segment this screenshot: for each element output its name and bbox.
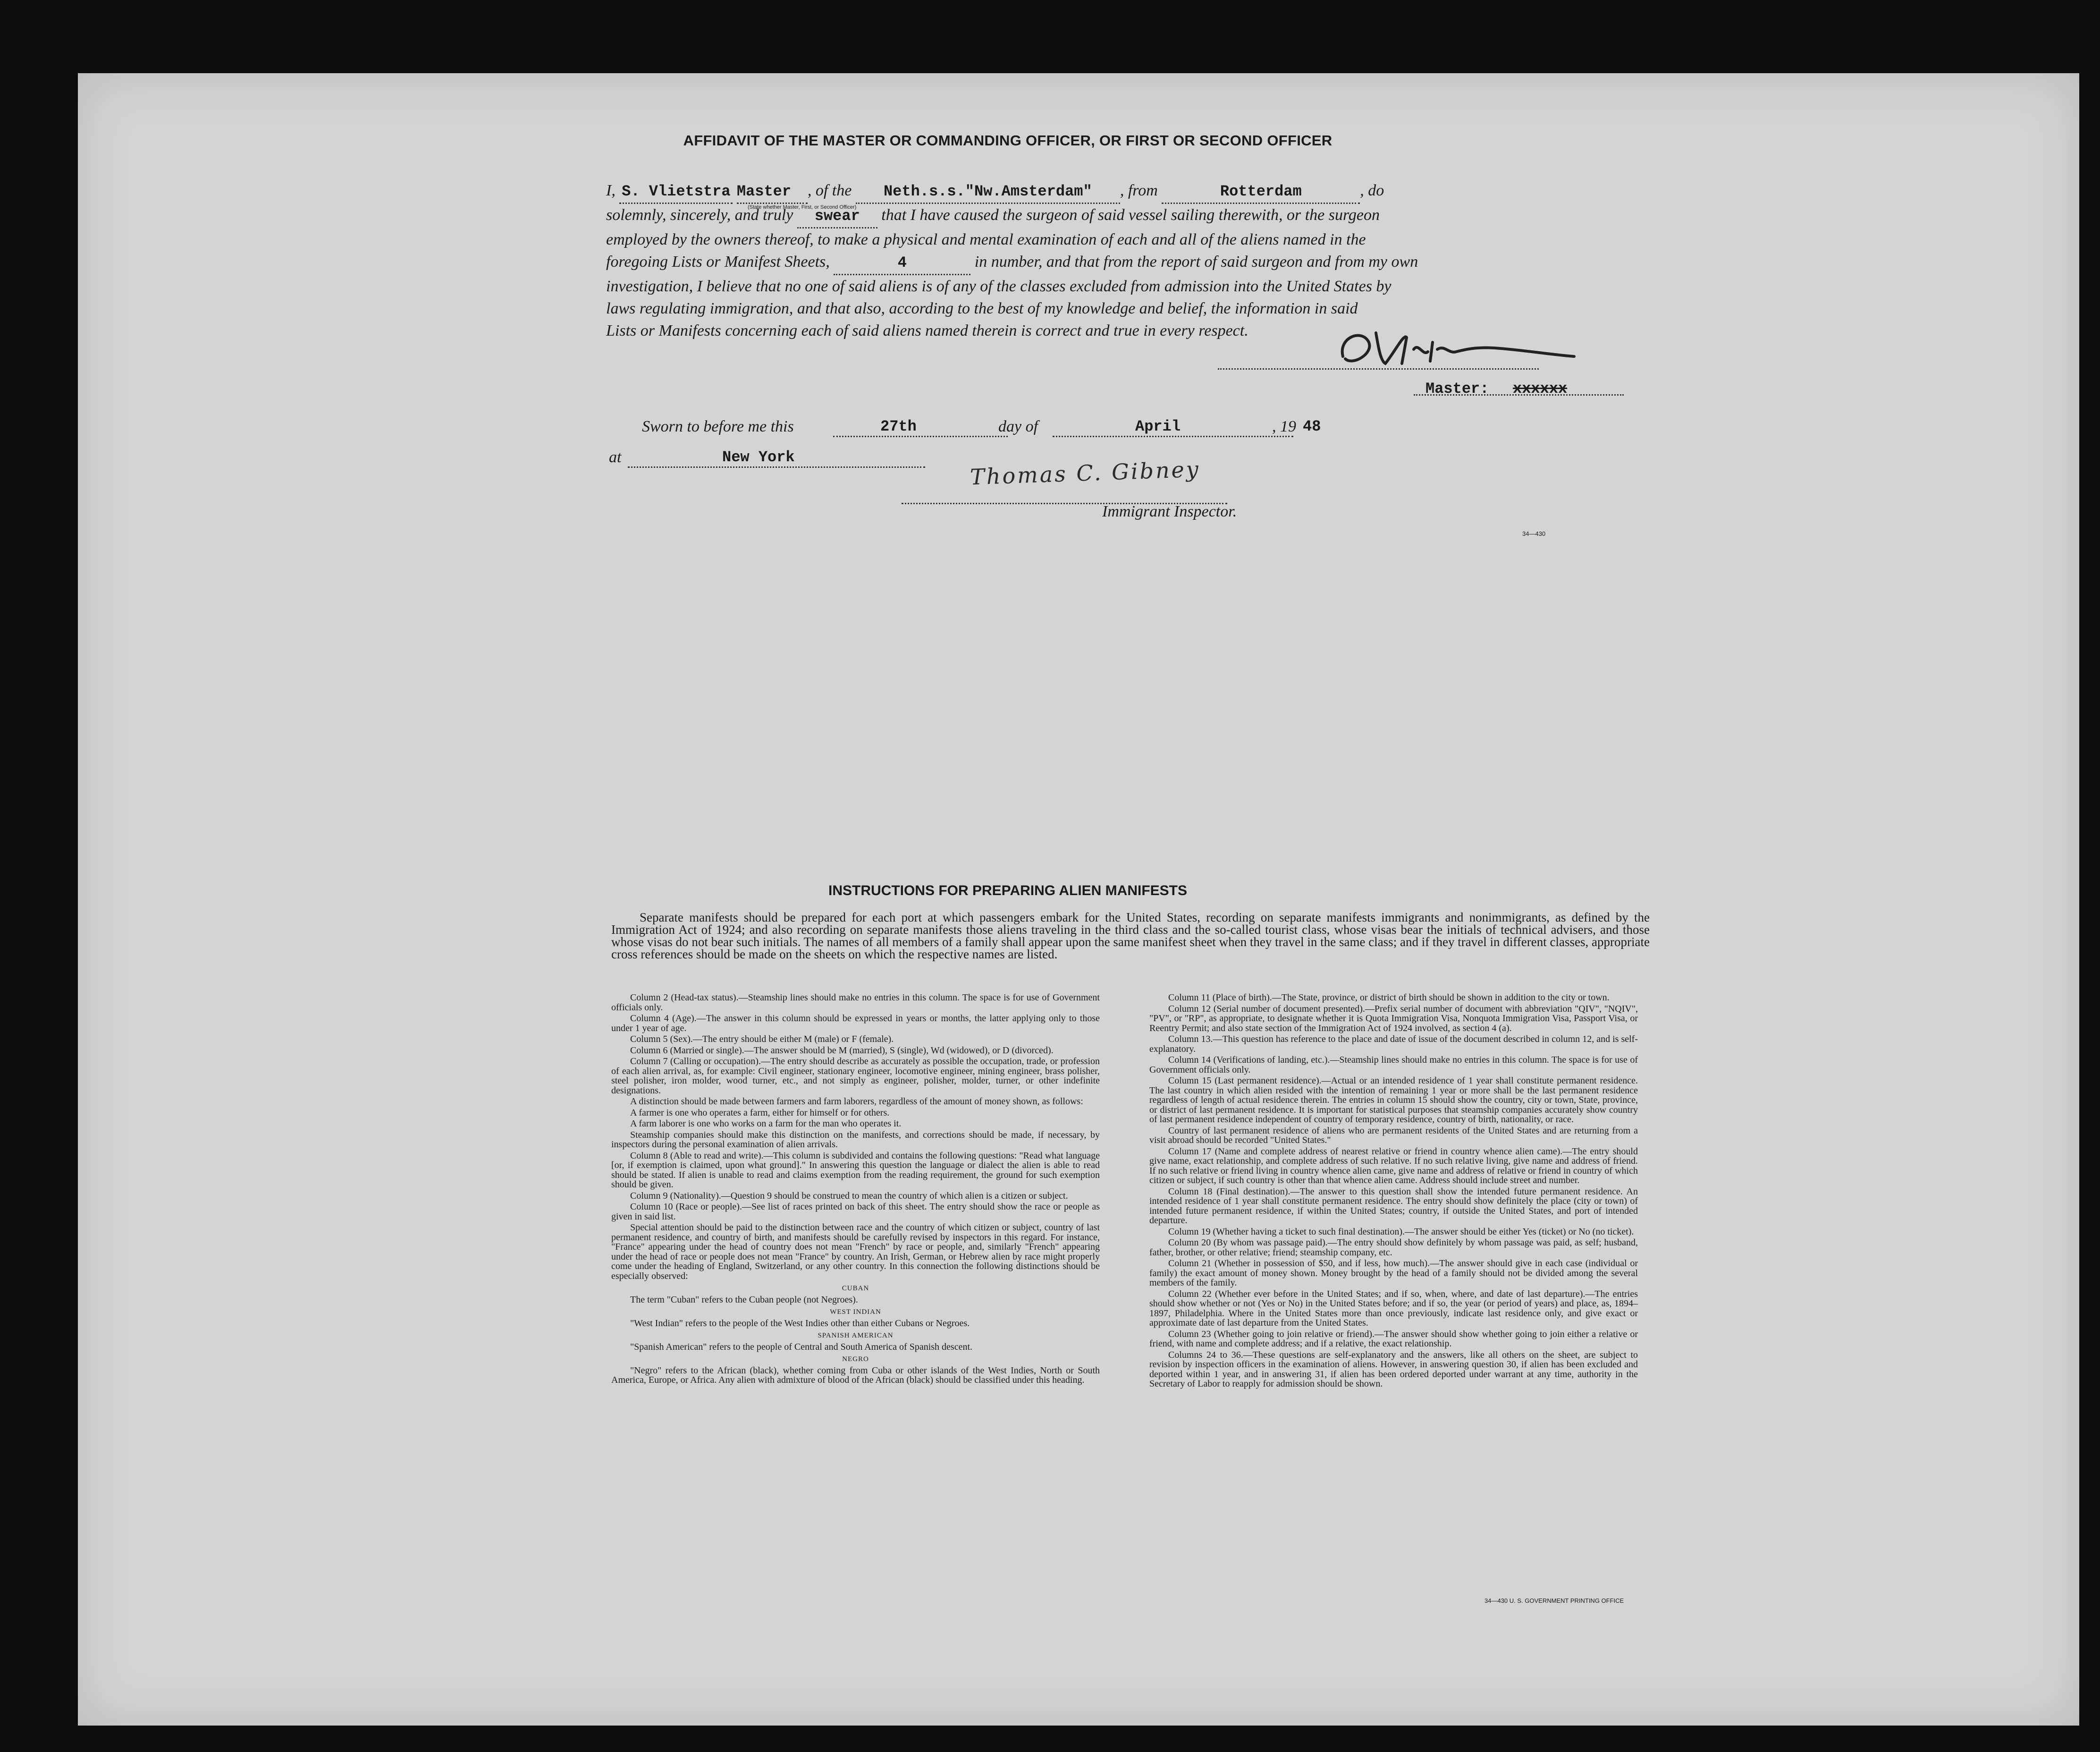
sworn-year: 48: [1303, 418, 1321, 435]
affidavit-line-5: investigation, I believe that no one of said aliens is of any of the classes excluded from admission into the United States by: [606, 278, 1392, 295]
instruction-paragraph: Column 19 (Whether having a ticket to such final destination).—The answer should be either Yes (ticket) or No (no ticket).: [1168, 1226, 1634, 1237]
master-title-label: Master:: [1425, 380, 1489, 398]
spanish-american-heading: SPANISH AMERICAN: [818, 1332, 894, 1339]
instruction-paragraph: Column 20 (By whom was passage paid).—The entry should show definitely by whom passage was paid, as self; husband, father, brother, or other relative; friend; steamship company, etc.: [1149, 1237, 1638, 1258]
place-line: [628, 466, 925, 468]
spanish-american-definition: "Spanish American" refers to the people of Central and South America of Spanish descent.: [630, 1341, 973, 1352]
instruction-paragraph: A farm laborer is one who works on a farm for the man who operates it.: [630, 1118, 902, 1129]
officer-name: S. Vlietstra: [619, 180, 733, 204]
day-line: [833, 436, 1008, 437]
instruction-paragraph: Column 13.—This question has reference to the place and date of issue of the document described in column 12, and is self-explanatory.: [1149, 1034, 1638, 1054]
instruction-paragraph: Steamship companies should make this distinction on the manifests, and corrections should be made, if necessary, by inspectors during the personal examination of alien arrivals.: [611, 1129, 1100, 1150]
cuban-definition: The term "Cuban" refers to the Cuban people (not Negroes).: [630, 1294, 858, 1305]
affidavit-body: [606, 179, 1654, 342]
instruction-paragraph: Column 14 (Verifications of landing, etc.).—Steamship lines should make no entries in this column. The space is for use of Government officials only.: [1149, 1055, 1638, 1075]
instruction-paragraph: Column 15 (Last permanent residence).—Actual or an intended residence of 1 year shall constitute permanent residence. The last country in which alien resided with the intention of remaining 1 year or more shall be the last permanent residence regardless of length of actual residence therein. The entries in column 15 should show the country, city or town, State, province, or district of last permanent residence. It is important for statistical purposes that steamship companies accurately show country of last permanent residence independent of country of temporary residence, country of birth, nationality, or race.: [1149, 1075, 1638, 1125]
instructions-title: INSTRUCTIONS FOR PREPARING ALIEN MANIFESTS: [828, 883, 1188, 898]
oath-word: swear: [797, 205, 877, 229]
sworn-label: Sworn to before me this: [642, 418, 794, 435]
instruction-paragraph: Column 21 (Whether in possession of $50, and if less, how much).—The answer should give in each case (individual or family) the exact amount of money shown. Money brought by the head of a family should not be divided among the several members of the family.: [1149, 1258, 1638, 1288]
affidavit-line-1: I, S. Vlietstra Master , of the Neth.s.s."Nw.Amsterdam" , from Rotterdam , do (State whether Master, First, or Second Officer): [606, 179, 1654, 204]
instruction-paragraph: Columns 24 to 36.—These questions are self-explanatory and the answers, like all others on the sheet, are subject to revision by inspection officers in the examination of aliens. However, in answering question 30, if alien has been excluded and deported within 1 year, and in answering 31, if alien has been ordered deported under warrant at any time, authority in the Secretary of Labor to reapply for admission should be shown.: [1149, 1349, 1638, 1389]
officer-rank: Master: [737, 180, 808, 204]
affidavit-line-2: solemnly, sincerely, and truly swear that I have caused the surgeon of said vessel sailing therewith, or the surgeon: [606, 204, 1654, 229]
month-line: [1053, 436, 1293, 437]
instruction-paragraph: Column 17 (Name and complete address of nearest relative or friend in country whence alien came).—The entry should give name, exact relationship, and complete address of such relative. If no such relative living, give name and address of friend. If no such relative or friend living in country whence alien came, give name and address of relative or friend in country of which citizen or subject, if such country is other than that whence alien came. Address should include street and number.: [1149, 1146, 1638, 1185]
sworn-month: April: [1135, 418, 1181, 435]
instruction-paragraph: A farmer is one who operates a farm, either for himself or for others.: [630, 1107, 890, 1118]
affidavit-line-4: foregoing Lists or Manifest Sheets, 4 in number, and that from the report of said surgeon and from my own: [606, 251, 1654, 275]
affidavit-line-3: employed by the owners thereof, to make a physical and mental examination of each and all of the aliens named in the: [606, 231, 1366, 248]
struck-title: xxxxxx: [1513, 380, 1568, 398]
inspector-title: Immigrant Inspector.: [1102, 503, 1237, 520]
instruction-paragraph: Column 5 (Sex).—The entry should be either M (male) or F (female).: [630, 1034, 894, 1044]
form-number: 34—430: [1522, 530, 1546, 537]
day-of-label: day of: [998, 418, 1038, 435]
sheet-count: 4: [834, 252, 970, 275]
instruction-paragraph: Country of last permanent residence of aliens who are permanent residents of the United States and are returning from a visit abroad should be recorded "United States.": [1149, 1125, 1638, 1145]
instructions-intro: Separate manifests should be prepared for each port at which passengers embark for the United States, recording on separate manifests immigrants and nonimmigrants, as defined by the Immigration Act of 1924; and also recording on separate manifests those aliens traveling in the third class and the so-called tourist class, whose visas bear the initials of technical advisers, and those whose visas do not bear such initials. The names of all members of a family shall appear upon the same manifest sheet when they travel in the same class; and if they travel in different classes, appropriate cross references should be made on the sheets on which the respective names are listed.: [611, 910, 1650, 961]
instruction-paragraph: Column 6 (Married or single).—The answer should be M (married), S (single), Wd (widowed), or D (divorced).: [630, 1045, 1054, 1056]
instruction-paragraph: Column 2 (Head-tax status).—Steamship lines should make no entries in this column. The space is for use of Government officials only.: [611, 992, 1100, 1013]
sworn-day: 27th: [880, 418, 917, 435]
instruction-paragraph: Column 4 (Age).—The answer in this column should be expressed in years or months, the latter applying only to those under 1 year of age.: [611, 1013, 1100, 1033]
instruction-paragraph: Column 9 (Nationality).—Question 9 should be construed to mean the country of which alien is a citizen or subject.: [630, 1190, 1068, 1201]
instruction-paragraph: Column 12 (Serial number of document presented).—Prefix serial number of document with abbreviation "QIV", "NQIV", "PV", or "RP", as appropriate, to designate whether it is Quota Immigration Visa, Nonquota Immigration Visa, Passport Visa, or Reentry Permit; and also state section of the Immigration Act of 1924 involved, as section 4 (a).: [1149, 1003, 1638, 1033]
manifest-sheet: [78, 73, 2079, 1726]
instruction-paragraph: A distinction should be made between farmers and farm laborers, regardless of the amount of money shown, as follows:: [630, 1096, 1083, 1107]
west-indian-heading: WEST INDIAN: [830, 1308, 881, 1316]
instruction-paragraph: Column 10 (Race or people).—See list of races printed on back of this sheet. The entry should show the race or people as given in said list.: [611, 1202, 1100, 1222]
affidavit-title: AFFIDAVIT OF THE MASTER OR COMMANDING OFFICER, OR FIRST OR SECOND OFFICER: [683, 132, 1333, 149]
master-signature-line: [1218, 368, 1539, 370]
master-signature: [1324, 323, 1588, 375]
cuban-heading: CUBAN: [842, 1285, 869, 1292]
at-label: at: [609, 449, 622, 466]
instruction-paragraph: Column 7 (Calling or occupation).—The entry should describe as accurately as possible the occupation, trade, or profession of each alien arrival, as, for example: Civil engineer, stationary engineer, locomotive engineer, mining engineer, brass polisher, steel polisher, iron molder, wood turner, etc., and not simply as engineer, polisher, molder, turner, or other indefinite designations.: [611, 1056, 1100, 1096]
affidavit-line-7: Lists or Manifests concerning each of said aliens named therein is correct and true in every respect.: [606, 322, 1248, 339]
sworn-place: New York: [722, 449, 795, 466]
inspector-signature: Thomas C. Gibney: [970, 456, 1201, 490]
instruction-paragraph: Column 11 (Place of birth).—The State, province, or district of birth should be shown in addition to the city or town.: [1168, 992, 1610, 1003]
negro-definition: "Negro" refers to the African (black), whether coming from Cuba or other islands of the West Indies, North or South America, Europe, or Africa. Any alien with admixture of blood of the African (black) should be classified under this heading.: [611, 1365, 1100, 1385]
instruction-paragraph: Column 22 (Whether ever before in the United States; and if so, when, where, and date of last departure).—The entries should show whether or not (Yes or No) in the United States before; and if so, the year (or period of years) and place, as, 1894–1897, Philadelphia. Where in the United States more than once previously, indicate last residence only, and give exact or approximate date of last departure from the United States.: [1149, 1288, 1638, 1328]
instructions-left-column: [611, 993, 1100, 1387]
affidavit-line-6: laws regulating immigration, and that also, according to the best of my knowledge and belief, the information in said: [606, 300, 1358, 317]
instruction-paragraph: Column 23 (Whether going to join relative or friend).—The answer should show whether going to join either a relative or friend, with name and complete address; and if a relative, the exact relationship.: [1149, 1329, 1638, 1349]
instruction-paragraph: Column 8 (Able to read and write).—This column is subdivided and contains the following questions: "Read what language [or, if exemption is claimed, upon what ground]." In answering this question the language or dialect the alien is able to read should be stated. If alien is unable to read and claims exemption from the reading requirement, the ground for such exemption should be given.: [611, 1150, 1100, 1190]
instruction-paragraph: Special attention should be paid to the distinction between race and the country of which citizen or subject, country of last permanent residence, and country of birth, and manifests should be carefully revised by inspectors in this regard. For instance, "France" appearing under the head of country does not mean "French" by race or people, and, similarly "French" appearing under the head of race or people does not mean "France" by country. An Irish, German, or Hebrew alien by race might properly come under the heading of England, Switzerland, or any other country. In this connection the following distinctions should be especially observed:: [611, 1222, 1100, 1281]
departure-port: Rotterdam: [1162, 180, 1360, 204]
year-prefix: , 19: [1272, 418, 1296, 435]
rank-caption: (State whether Master, First, or Second Officer): [748, 204, 857, 210]
vessel-name: Neth.s.s."Nw.Amsterdam": [856, 180, 1120, 204]
negro-heading: NEGRO: [842, 1355, 869, 1363]
printing-office-footer: 34—430 U. S. GOVERNMENT PRINTING OFFICE: [1484, 1597, 1624, 1604]
west-indian-definition: "West Indian" refers to the people of the West Indies other than either Cubans or Negroes.: [630, 1318, 970, 1329]
instructions-right-column: [1149, 993, 1638, 1390]
instruction-paragraph: Column 18 (Final destination).—The answer to this question shall show the intended future permanent residence. An intended residence of 1 year shall constitute permanent residence. The entry should show definitely the place (city or town) of intended future permanent residence, if within the United States; country, if outside the United States, and port of intended departure.: [1149, 1186, 1638, 1226]
